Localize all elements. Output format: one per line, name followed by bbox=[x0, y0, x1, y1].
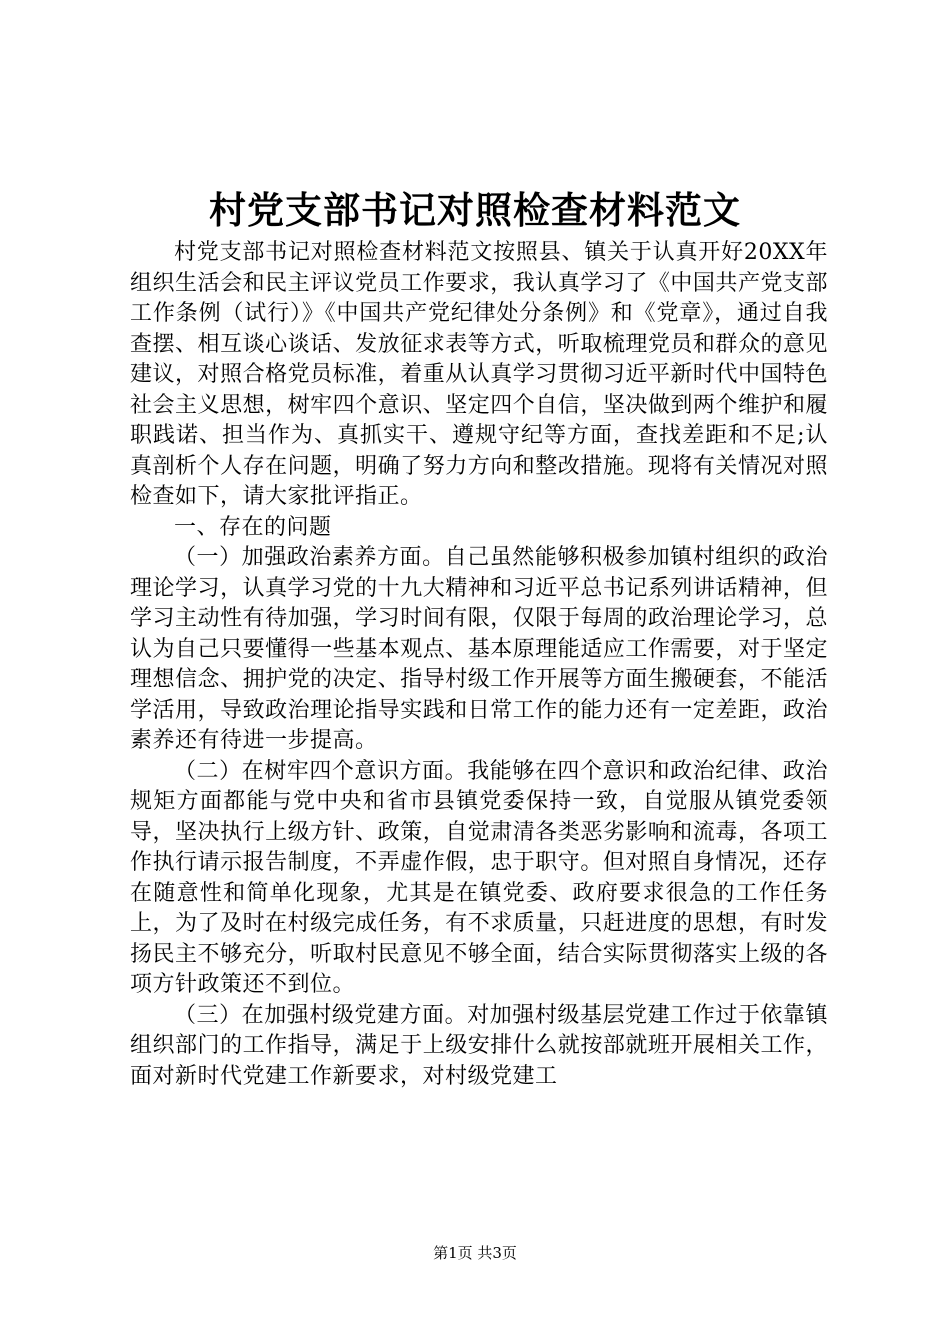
paragraph-political-literacy: （一）加强政治素养方面。自己虽然能够积极参加镇村组织的政治理论学习，认真学习党的十九大精神和习近平总书记系列讲话精神，但学习主动性有待加强，学习时间有限，仅限于每周的政治理论学习，总认为自己只要懂得一些基本观点、基本原理能适应工作需要，对于坚定理想信念、拥护党的决定、指导村级工作开展等方面生搬硬套，不能活学活用，导致政治理论指导实践和日常工作的能力还有一定差距，政治素养还有待进一步提高。 bbox=[130, 545, 828, 753]
paragraph-four-consciousness: （二）在树牢四个意识方面。我能够在四个意识和政治纪律、政治规矩方面都能与党中央和省市县镇党委保持一致，自觉服从镇党委领导，坚决执行上级方针、政策，自觉肃清各类恶劣影响和流毒，各项工作执行请示报告制度，不弄虚作假，忠于职守。但对照自身情况，还存在随意性和简单化现象，尤其是在镇党委、政府要求很急的工作任务上，为了及时在村级完成任务，有不求质量，只赶进度的思想，有时发扬民主不够充分，听取村民意见不够全面，结合实际贯彻落实上级的各项方针政策还不到位。 bbox=[130, 758, 828, 997]
document-title: 村党支部书记对照检查材料范文 bbox=[209, 188, 741, 232]
document-body bbox=[130, 238, 828, 1092]
intro-paragraph: 村党支部书记对照检查材料范文按照县、镇关于认真开好20XX年组织生活会和民主评议党员工作要求，我认真学习了《中国共产党支部工作条例（试行）》《中国共产党纪律处分条例》和《党章》，通过自我查摆、相互谈心谈话、发放征求表等方式，听取梳理党员和群众的意见建议，对照合格党员标准，着重从认真学习贯彻习近平新时代中国特色社会主义思想，树牢四个意识、坚定四个自信，坚决做到两个维护和履职践诺、担当作为、真抓实干、遵规守纪等方面，查找差距和不足;认真剖析个人存在问题，明确了努力方向和整改措施。现将有关情况对照检查如下，请大家批评指正。 bbox=[130, 240, 828, 509]
page-footer: 第1页 共3页 bbox=[433, 1244, 517, 1262]
section-heading: 一、存在的问题 bbox=[174, 514, 332, 540]
paragraph-party-building: （三）在加强村级党建方面。对加强村级基层党建工作过于依靠镇组织部门的工作指导，满足于上级安排什么就按部就班开展相关工作，面对新时代党建工作新要求，对村级党建工 bbox=[130, 1002, 828, 1089]
